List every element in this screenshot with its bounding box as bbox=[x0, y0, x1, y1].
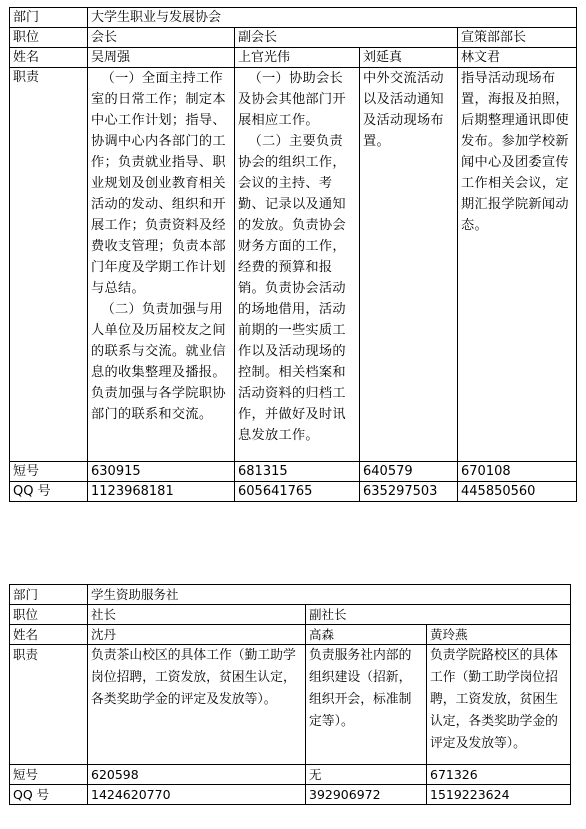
duty-label: 职责 bbox=[10, 68, 88, 462]
duty-paragraph: （二）主要负责协会的组织工作，会议的主持、考勤、记录以及通知的发放。负责协会财务方面的工作，经费的预算和报销。负责协会活动的场地借用，活动前期的一些实质工作以及活动现场的控制。相关档案和活动资料的归档工作，并做好及时讯息发放工作。 bbox=[238, 134, 346, 443]
name-label: 姓名 bbox=[10, 625, 88, 645]
association-table bbox=[9, 7, 577, 502]
member-name: 林文君 bbox=[458, 48, 577, 68]
qq-row bbox=[10, 785, 571, 805]
dept-label: 部门 bbox=[10, 585, 88, 605]
duty-cell: 负责学院路校区的具体工作（勤工助学岗位招聘，工资发放，贫困生认定，各类奖助学金的评定及发放等）。 bbox=[427, 645, 571, 765]
dept-row bbox=[10, 585, 571, 605]
position-vice-director: 副社长 bbox=[306, 605, 571, 625]
aid-service-table bbox=[9, 584, 571, 805]
dept-name: 大学生职业与发展协会 bbox=[88, 8, 577, 28]
duty-paragraph: （二）负责加强与用人单位及历届校友之间的联系与交流。就业信息的收集整理及播报。负责加强与各学院职协部门的联系和交流。 bbox=[91, 302, 226, 422]
name-row bbox=[10, 625, 571, 645]
qq-value: 1519223624 bbox=[427, 785, 571, 805]
qq-value: 1123968181 bbox=[88, 482, 235, 502]
name-row bbox=[10, 48, 577, 68]
member-name: 沈丹 bbox=[88, 625, 306, 645]
duty-row bbox=[10, 645, 571, 765]
sms-label: 短号 bbox=[10, 765, 88, 785]
sms-value: 640579 bbox=[360, 462, 458, 482]
duty-row bbox=[10, 68, 577, 462]
sms-value: 620598 bbox=[88, 765, 306, 785]
duty-label: 职责 bbox=[10, 645, 88, 765]
duty-cell: 负责茶山校区的具体工作（勤工助学岗位招聘，工资发放，贫困生认定，各类奖助学金的评定及发放等）。 bbox=[88, 645, 306, 765]
qq-row bbox=[10, 482, 577, 502]
position-row bbox=[10, 28, 577, 48]
qq-value: 1424620770 bbox=[88, 785, 306, 805]
duty-cell: 指导活动现场布置，海报及拍照，后期整理通讯即使发布。参加学校新闻中心及团委宣传工作相关会议，定期汇报学院新闻动态。 bbox=[458, 68, 577, 462]
dept-label: 部门 bbox=[10, 8, 88, 28]
position-label: 职位 bbox=[10, 605, 88, 625]
qq-value: 635297503 bbox=[360, 482, 458, 502]
qq-value: 445850560 bbox=[458, 482, 577, 502]
duty-paragraph: （一）全面主持工作室的日常工作；制定本中心工作计划；指导、协调中心内各部门的工作；负责就业指导、职业规划及创业教育相关活动的发动、组织和开展工作；负责资料及经费收支管理；负责本部门年度及学期工作计划与总结。 bbox=[91, 71, 226, 296]
name-label: 姓名 bbox=[10, 48, 88, 68]
member-name: 吴周强 bbox=[88, 48, 235, 68]
dept-name: 学生资助服务社 bbox=[88, 585, 571, 605]
duty-cell: 中外交流活动以及活动通知及活动现场布置。 bbox=[360, 68, 458, 462]
sms-value: 681315 bbox=[235, 462, 360, 482]
duty-cell: 负责服务社内部的组织建设（招新，组织开会，标准制定等）。 bbox=[306, 645, 427, 765]
duty-cell bbox=[235, 68, 360, 462]
member-name: 上官光伟 bbox=[235, 48, 360, 68]
duty-cell bbox=[88, 68, 235, 462]
member-name: 黄玲燕 bbox=[427, 625, 571, 645]
qq-value: 392906972 bbox=[306, 785, 427, 805]
sms-value: 630915 bbox=[88, 462, 235, 482]
qq-label: QQ 号 bbox=[10, 785, 88, 805]
sms-row bbox=[10, 765, 571, 785]
member-name: 高森 bbox=[306, 625, 427, 645]
member-name: 刘延真 bbox=[360, 48, 458, 68]
sms-value: 671326 bbox=[427, 765, 571, 785]
position-president: 会长 bbox=[88, 28, 235, 48]
position-label: 职位 bbox=[10, 28, 88, 48]
sms-value: 670108 bbox=[458, 462, 577, 482]
qq-value: 605641765 bbox=[235, 482, 360, 502]
sms-label: 短号 bbox=[10, 462, 88, 482]
sms-row bbox=[10, 462, 577, 482]
sms-value: 无 bbox=[306, 765, 427, 785]
position-publicity-head: 宣策部部长 bbox=[458, 28, 577, 48]
duty-paragraph: （一）协助会长及协会其他部门开展相应工作。 bbox=[238, 71, 346, 128]
position-row bbox=[10, 605, 571, 625]
qq-label: QQ 号 bbox=[10, 482, 88, 502]
position-vice-president: 副会长 bbox=[235, 28, 458, 48]
dept-row bbox=[10, 8, 577, 28]
position-director: 社长 bbox=[88, 605, 306, 625]
